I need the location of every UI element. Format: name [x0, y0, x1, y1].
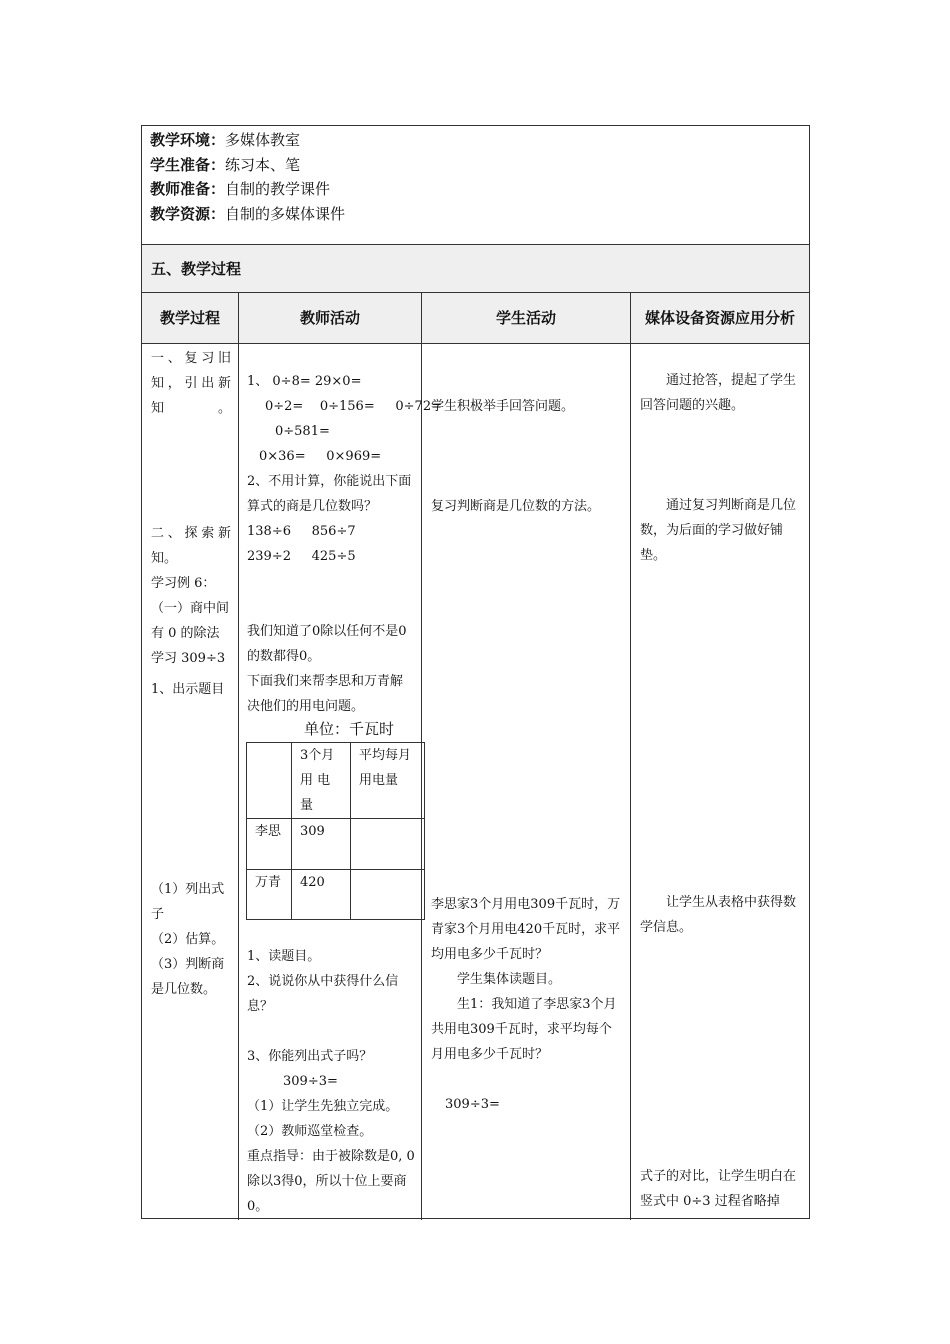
student-line: 学生集体读题目。 [457, 972, 562, 987]
teacher-line: 2、说说你从中获得什么信息？ [247, 974, 399, 1014]
media-line: 通过复习判断商是几位数，为后面的学习做好铺垫。 [640, 498, 797, 563]
media-line: 通过抢答，提起了学生回答问题的兴趣。 [640, 373, 797, 413]
student-column-lower [431, 892, 624, 1117]
env-label: 教学资源： [150, 204, 226, 223]
student-line: 309÷3= [445, 1097, 500, 1112]
table-header: 平均每月用电量 [351, 743, 425, 819]
table-cell-value: 420 [292, 870, 351, 920]
teacher-line: 1、读题目。 [247, 949, 321, 964]
media-column-mid [640, 890, 802, 940]
env-value: 练习本、笔 [225, 155, 301, 174]
teacher-line: 309÷3= [283, 1074, 338, 1089]
table-cell-empty [351, 870, 425, 920]
teacher-line: 0×36= 0×969= [259, 449, 382, 464]
table-corner [247, 743, 292, 819]
table-cell-name: 万青 [247, 870, 292, 920]
teaching-environment-block [142, 126, 809, 244]
teacher-line: （1）让学生先独立完成。 [247, 1099, 399, 1114]
electricity-table [246, 742, 425, 920]
teacher-line: 重点指导：由于被除数是0, 0除以3得0，所以十位上要商0。 [247, 1149, 415, 1214]
env-value: 多媒体教室 [225, 131, 301, 149]
teacher-line: 下面我们来帮李思和万青解决他们的用电问题。 [247, 674, 404, 714]
teacher-line: 1、 0÷8= 29×0= [247, 374, 362, 389]
student-line: 李思家3个月用电309千瓦时，万青家3个月用电420千瓦时，求平均用电多少千瓦时？ [431, 897, 621, 962]
env-line [150, 177, 809, 202]
lesson-plan-table [141, 125, 810, 1219]
teacher-line: 3、你能列出式子吗？ [247, 1049, 373, 1064]
env-label: 学生准备： [150, 155, 226, 174]
teacher-line: 0÷2= 0÷156= 0÷72= [265, 399, 442, 414]
teacher-line: 0÷581= [275, 424, 330, 439]
process-column [151, 346, 231, 1002]
media-column-lower [640, 1164, 802, 1214]
process-example: 学习例 6： [151, 576, 216, 591]
section-title: 五、教学过程 [142, 244, 809, 293]
process-review: 一、复习旧知，引出新知。 [151, 351, 231, 416]
env-line [150, 202, 809, 227]
env-label: 教学环境： [150, 131, 226, 149]
header-process: 教学过程 [142, 293, 238, 344]
env-label: 教师准备： [150, 180, 226, 198]
teacher-line: （2）教师巡堂检查。 [247, 1124, 373, 1139]
env-value: 自制的多媒体课件 [225, 204, 346, 223]
process-sub1: （一）商中间 [151, 601, 230, 616]
media-column [640, 368, 802, 568]
table-cell-empty [351, 819, 425, 870]
student-line: 复习判断商是几位数的方法。 [431, 499, 601, 514]
process-s1: 子 [151, 907, 165, 922]
teacher-column-lower [247, 944, 415, 1219]
unit-label: 单位：千瓦时 [304, 720, 395, 738]
env-line [150, 153, 809, 178]
process-step1: 1、出示题目 [151, 682, 225, 697]
process-explore: 二、探索新 [151, 526, 231, 541]
teacher-column [247, 369, 442, 719]
header-media: 媒体设备资源应用分析 [631, 293, 809, 344]
student-line: 生1：我知道了李思家3个月共用电309千瓦时，求平均每个月用电多少千瓦时？ [431, 997, 617, 1062]
header-teacher: 教师活动 [239, 293, 421, 344]
env-value: 自制的教学课件 [225, 180, 331, 198]
teacher-line: 我们知道了0除以任何不是0的数都得0。 [247, 624, 407, 664]
media-line: 式子的对比，让学生明白在竖式中 0÷3 过程省略掉 [640, 1169, 797, 1209]
table-cell-name: 李思 [247, 819, 292, 870]
column-divider [630, 293, 631, 1220]
student-column [431, 394, 624, 519]
column-divider [238, 293, 239, 1220]
process-sub1: 学习 309÷3 [151, 651, 226, 666]
process-s1: （1）列出式 [151, 882, 225, 897]
student-line: 学生积极举手回答问题。 [431, 399, 575, 414]
process-explore-cont: 知。 [151, 551, 178, 566]
media-line: 让学生从表格中获得数学信息。 [640, 895, 797, 935]
process-s3: 是几位数。 [151, 982, 217, 997]
table-header: 3个月用 电量 [292, 743, 351, 819]
process-s3: （3）判断商 [151, 957, 225, 972]
header-student: 学生活动 [422, 293, 630, 344]
env-line [150, 128, 809, 153]
process-s2: （2）估算。 [151, 932, 225, 947]
table-cell-value: 309 [292, 819, 351, 870]
process-sub1: 有 0 的除法 [151, 626, 220, 641]
teacher-line: 2、不用计算，你能说出下面算式的商是几位数吗？ [247, 474, 412, 514]
teacher-line: 138÷6 856÷7 [247, 524, 356, 539]
teacher-line: 239÷2 425÷5 [247, 549, 356, 564]
